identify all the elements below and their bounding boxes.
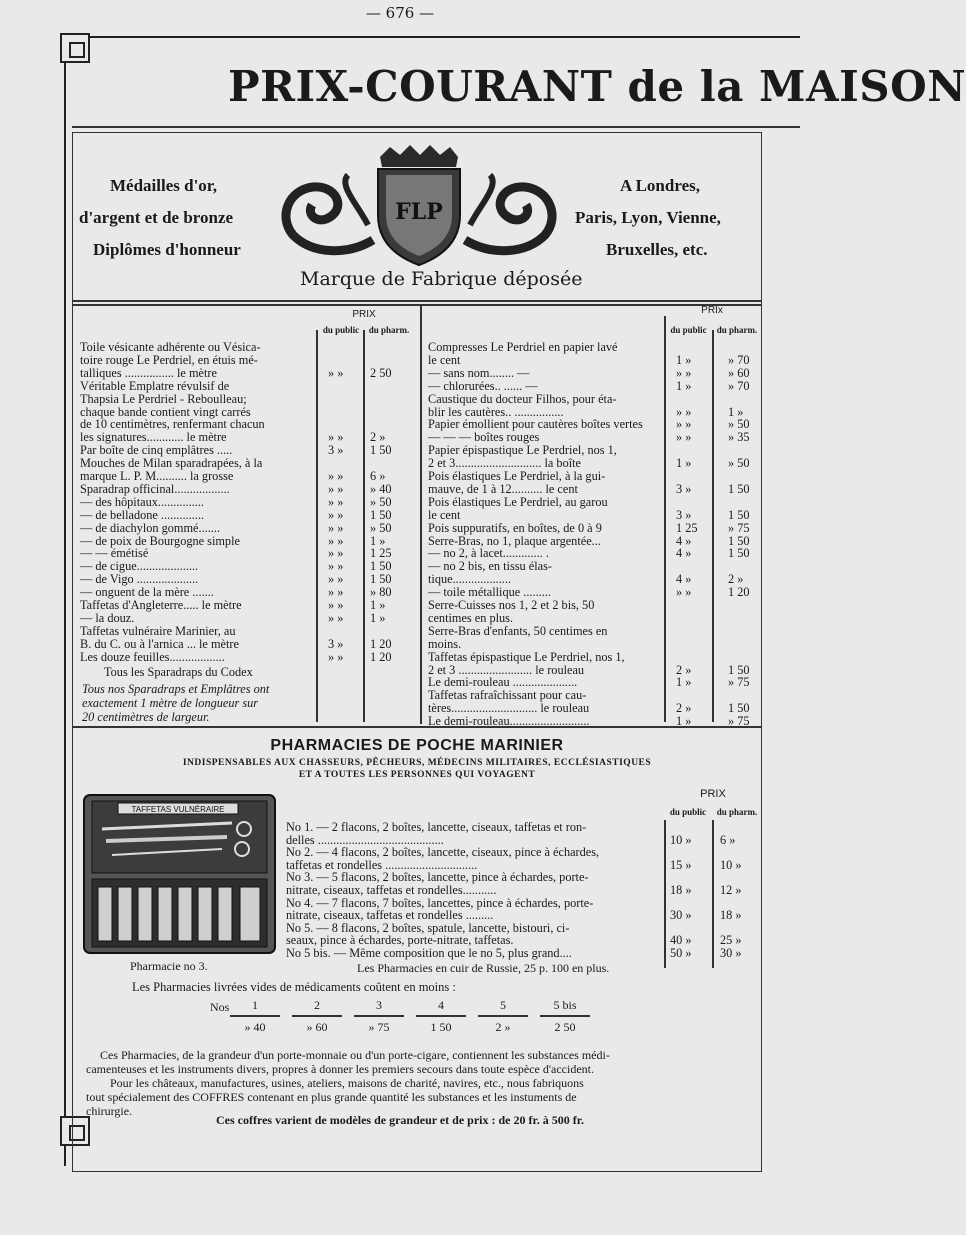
right-pharm-price: » 70 (728, 378, 750, 393)
nos-price: » 60 (306, 1020, 328, 1034)
left-line: Les douze feuilles.................. (80, 649, 225, 664)
right-pharm-price: » 70 (728, 352, 750, 367)
left-public-price: » » (328, 546, 344, 561)
right-line: — — — boîtes rouges (428, 430, 540, 445)
left-line: chaque bande contient vingt carrés (80, 404, 251, 419)
left-pharm-price: » 40 (370, 481, 392, 496)
nos-price: » 40 (244, 1020, 266, 1034)
length-note-3: 20 centimètres de largeur. (82, 710, 210, 724)
right-pharm-price: » 50 (728, 456, 750, 471)
right-line: Papier émollient pour cautères boîtes vertes (428, 417, 643, 432)
right-pharm-price: » 75 (728, 714, 750, 729)
left-public-price: » » (328, 649, 344, 664)
left-public-price: » » (328, 430, 344, 445)
right-pharm-price: 1 50 (728, 662, 750, 677)
header-right-line-3: Bruxelles, etc. (606, 240, 708, 259)
nos-label: Nos (210, 1000, 230, 1014)
right-pharm-price: » 75 (728, 520, 750, 535)
right-public-price: 2 » (676, 662, 692, 677)
right-line: Pois élastiques Le Perdriel, à la gui- (428, 469, 606, 483)
left-pharm-price: » 50 (370, 494, 392, 509)
right-pharm-price: » 50 (728, 417, 750, 432)
nos-price: 2 » (495, 1020, 511, 1034)
pharm-pharm-price: 18 » (720, 908, 742, 923)
codex-note: Tous les Sparadraps du Codex (104, 665, 253, 679)
right-pharm-price: 1 50 (728, 481, 750, 496)
left-public-price: » » (328, 559, 344, 574)
left-pharm-price: 1 25 (370, 546, 392, 561)
right-public-header: du public (670, 325, 707, 335)
frame-left-rule (64, 36, 66, 1166)
left-prix-header: PRIX (352, 309, 376, 320)
right-line: Le demi-rouleau.......................... (428, 714, 590, 729)
empty-pharmacies-note: Les Pharmacies livrées vides de médicaments coûtent en moins : (132, 980, 456, 994)
nos-number: 5 (500, 998, 506, 1012)
left-line: — de diachylon gommé....... (80, 520, 221, 535)
right-pharm-header: du pharm. (716, 325, 758, 335)
pharmacies-subtitle-2: ET A TOUTES LES PERSONNES QUI VOYAGENT (298, 770, 536, 780)
right-public-price: » » (676, 404, 692, 419)
left-pharm-price: 6 » (370, 469, 386, 483)
right-public-price: » » (676, 417, 692, 432)
left-line: les signatures............ le mètre (80, 430, 227, 445)
right-public-price: 1 » (676, 378, 692, 393)
pharm-line: taffetas et rondelles .............................. (286, 857, 478, 872)
left-pharm-price: 2 » (370, 430, 386, 445)
right-public-price: 1 » (676, 456, 692, 471)
right-line: le cent (428, 507, 461, 522)
left-pharm-price: 1 50 (370, 507, 392, 522)
right-pharm-price: 1 50 (728, 701, 750, 716)
left-line: — de Vigo .................... (80, 572, 199, 587)
length-note-2: exactement 1 mètre de longueur sur (82, 696, 259, 710)
right-public-price: » » (676, 430, 692, 445)
pharm-public-price: 15 » (670, 857, 692, 872)
right-public-price: 3 » (676, 507, 692, 522)
logo-monogram: FLP (395, 199, 443, 225)
nos-price: » 75 (368, 1020, 390, 1034)
pharmacies-subtitle-1: INDISPENSABLES AUX CHASSEURS, PÊCHEURS, MÉDECINS MILITAIRES, ECCLÉSIASTIQUES (182, 758, 652, 768)
left-line: Thapsia Le Perdriel - Reboulleau; (80, 391, 247, 406)
left-pharm-price: 1 » (370, 598, 386, 612)
pharm-pharm-price: 6 » (720, 832, 736, 847)
right-pharm-price: » 35 (728, 430, 750, 445)
pharm-line: No 3. — 5 flacons, 2 boîtes, lancette, pince à échardes, porte- (286, 870, 589, 885)
pharm-line: nitrate, ciseaux, taffetas et rondelles........... (286, 883, 497, 897)
left-public-price: 3 » (328, 636, 344, 651)
right-public-price: 4 » (676, 546, 692, 561)
footer-line-5: chirurgie. (86, 1104, 133, 1118)
left-pharm-header: du pharm. (368, 325, 410, 335)
pharm-public-price: 10 » (670, 832, 692, 847)
pharm-public-price: 50 » (670, 946, 692, 960)
left-line: Sparadrap officinal.................. (80, 481, 230, 496)
left-line: — — émétisé (80, 546, 149, 561)
left-pharm-price: 1 50 (370, 572, 392, 587)
length-note-1: Tous nos Sparadraps et Emplâtres ont (82, 682, 270, 696)
left-public-price: » » (328, 533, 344, 548)
left-pharm-price: 1 50 (370, 559, 392, 574)
right-line: — sans nom........ — (428, 365, 530, 380)
left-public-price: » » (328, 610, 344, 625)
left-public-price: » » (328, 572, 344, 587)
right-pharm-price: 1 » (728, 404, 744, 419)
pharm-line: seaux, pince à échardes, porte-nitrate, taffetas. (286, 933, 514, 948)
left-line: Toile vésicante adhérente ou Vésica- (80, 340, 261, 354)
left-line: B. du C. ou à l'arnica ... le mètre (80, 636, 239, 651)
right-line: moins. (428, 636, 462, 651)
right-pharm-price: 2 » (728, 572, 744, 587)
right-col-divider-1 (664, 316, 666, 722)
left-line: — onguent de la mère ....... (80, 585, 214, 600)
left-col-divider-2 (363, 330, 365, 722)
left-pharm-price: 1 » (370, 533, 386, 548)
left-line: Taffetas vulnéraire Marinier, au (80, 623, 236, 638)
right-line: centimes en plus. (428, 610, 514, 625)
right-line: tères............................ le rouleau (428, 701, 590, 716)
table-center-divider (420, 304, 422, 724)
nos-rule (540, 1015, 590, 1017)
trademark-logo (268, 145, 568, 275)
right-public-price: 1 » (676, 675, 692, 690)
nos-price: 2 50 (554, 1020, 576, 1034)
right-pharm-price: 1 50 (728, 533, 750, 548)
footer-line-4: tout spécialement des COFFRES contenant en plus grande quantité les substances et les instuments de (86, 1090, 577, 1104)
left-pharm-price: 1 » (370, 610, 386, 625)
left-public-price: » » (328, 365, 344, 380)
frame-top-rule (64, 36, 800, 38)
russia-note: Les Pharmacies en cuir de Russie, 25 p. 100 en plus. (357, 961, 610, 975)
left-line: Par boîte de cinq emplâtres ..... (80, 443, 233, 458)
right-line: tique................... (428, 572, 511, 587)
right-line: 2 et 3 ........................ le rouleau (428, 662, 585, 677)
right-public-price: » » (676, 365, 692, 380)
right-line: — chlorurées.. ...... — (428, 378, 538, 393)
right-line: mauve, de 1 à 12.......... le cent (428, 481, 578, 496)
left-line: Taffetas d'Angleterre..... le mètre (80, 598, 242, 612)
right-line: Compresses Le Perdriel en papier lavé (428, 340, 618, 354)
pharm-public-price: 40 » (670, 933, 692, 948)
right-line: — toile métallique ......... (428, 585, 551, 600)
footer-line-1: Ces Pharmacies, de la grandeur d'un porte-monnaie ou d'un porte-cigare, contiennent les substances médi- (100, 1048, 610, 1062)
pharm-pharm-price: 12 » (720, 883, 742, 897)
table-top-rule-2 (72, 304, 762, 306)
pharm-col-divider-2 (712, 820, 714, 968)
left-public-price: » » (328, 585, 344, 600)
header-left-line-3: Diplômes d'honneur (93, 240, 241, 259)
pharm-pharm-price: 30 » (720, 946, 742, 960)
left-public-price: » » (328, 598, 344, 612)
header-right-line-1: A Londres, (620, 176, 700, 195)
right-public-price: 4 » (676, 533, 692, 548)
right-pharm-price: 1 50 (728, 546, 750, 561)
right-line: — no 2, à lacet............. . (428, 546, 549, 561)
pharm-prix-header: PRIX (700, 788, 726, 800)
left-line: — de belladone .............. (80, 507, 204, 522)
right-line: le cent (428, 352, 461, 367)
right-public-price: 1 25 (676, 520, 698, 535)
left-public-price: » » (328, 469, 344, 483)
right-line: Pois suppuratifs, en boîtes, de 0 à 9 (428, 520, 602, 535)
header-left-line-2: d'argent et de bronze (79, 208, 234, 227)
left-public-header: du public (322, 325, 360, 335)
nos-price: 1 50 (430, 1020, 452, 1034)
right-public-price: 1 » (676, 352, 692, 367)
right-line: Papier épispastique Le Perdriel, nos 1, (428, 443, 617, 458)
left-line: — la douz. (80, 610, 135, 625)
pharm-public-price: 30 » (670, 908, 692, 923)
nos-rule (230, 1015, 280, 1017)
pharm-pharm-header: du pharm. (716, 807, 758, 817)
right-public-price: 2 » (676, 701, 692, 716)
right-line: Le demi-rouleau ..................... (428, 675, 578, 690)
pharm-line: No 2. — 4 flacons, 2 boîtes, lancette, ciseaux, pince à échardes, (286, 845, 600, 860)
header-right-line-2: Paris, Lyon, Vienne, (575, 208, 721, 227)
nos-number: 3 (376, 998, 382, 1012)
pharmacies-title: PHARMACIES DE POCHE MARINIER (270, 737, 564, 754)
left-line: — de cigue.................... (80, 559, 199, 574)
left-public-price: » » (328, 481, 344, 496)
right-line: Caustique du docteur Filhos, pour éta- (428, 391, 617, 406)
footer-coffres-note: Ces coffres varient de modèles de grandeur et de prix : de 20 fr. à 500 fr. (216, 1113, 584, 1127)
left-pharm-price: » 50 (370, 520, 392, 535)
left-line: toire rouge Le Perdriel, en étuis mé- (80, 352, 258, 367)
right-pharm-price: 1 50 (728, 507, 750, 522)
footer-line-3: Pour les châteaux, manufactures, usines, ateliers, maisons de charité, navires, etc., nous fabriquons (110, 1076, 584, 1090)
right-col-divider-2 (712, 330, 714, 722)
right-line: — no 2 bis, en tissu élas- (428, 559, 552, 574)
right-pharm-price: 1 20 (728, 585, 750, 600)
left-line: Véritable Emplatre révulsif de (80, 378, 230, 393)
nos-number: 4 (438, 998, 444, 1012)
pharm-public-price: 18 » (670, 883, 692, 897)
left-line: talliques ................ le mètre (80, 365, 217, 380)
right-public-price: 3 » (676, 481, 692, 496)
corner-ornament-top (60, 33, 90, 63)
kit-caption: Pharmacie no 3. (130, 959, 208, 973)
left-public-price: » » (328, 494, 344, 509)
pharm-line: nitrate, ciseaux, taffetas et rondelles ......... (286, 908, 494, 923)
header-left-line-1: Médailles d'or, (110, 176, 218, 195)
nos-rule (354, 1015, 404, 1017)
left-pharm-price: 2 50 (370, 365, 392, 380)
left-line: Mouches de Milan sparadrapées, à la (80, 456, 263, 471)
nos-rule (292, 1015, 342, 1017)
right-prix-header: PRIx (701, 305, 723, 316)
page-title: PRIX-COURANT de la MAISON (228, 62, 966, 111)
right-public-price: 4 » (676, 572, 692, 587)
title-rule (72, 126, 800, 128)
page-number: — 676 — (365, 4, 435, 22)
pharm-line: No 4. — 7 flacons, 7 boîtes, lancettes, pince à échardes, porte- (286, 895, 594, 910)
right-line: Serre-Bras, no 1, plaque argentée... (428, 533, 601, 548)
left-pharm-price: 1 20 (370, 636, 392, 651)
right-public-price: 1 » (676, 714, 692, 729)
left-line: marque L. P. M.......... la grosse (80, 469, 234, 483)
left-pharm-price: » 80 (370, 585, 392, 600)
table-top-rule (72, 300, 762, 302)
pharmacy-kit-illustration (82, 793, 277, 955)
pharm-pharm-price: 25 » (720, 933, 742, 948)
pharm-line: No 5 bis. — Même composition que le no 5, plus grand.... (286, 946, 572, 960)
right-pharm-price: » 60 (728, 365, 750, 380)
right-line: 2 et 3............................ la boîte (428, 456, 582, 471)
left-public-price: 3 » (328, 443, 344, 458)
left-line: — des hôpitaux............... (80, 494, 204, 509)
pharm-public-header: du public (669, 807, 707, 817)
kit-label: TAFFETAS VULNÉRAIRE (131, 805, 225, 814)
right-line: Pois élastiques Le Perdriel, au garou (428, 494, 608, 509)
right-line: Serre-Cuisses nos 1, 2 et 2 bis, 50 (428, 598, 595, 612)
left-public-price: » » (328, 507, 344, 522)
right-line: Serre-Bras d'enfants, 50 centimes en (428, 623, 608, 638)
footer-line-2: camenteuses et les instruments divers, propres à donner les premiers secours dans toute espèce d'accident. (86, 1062, 594, 1076)
nos-number: 2 (314, 998, 320, 1012)
nos-number: 1 (252, 998, 258, 1012)
empty-prices-table (230, 998, 630, 1038)
right-line: blir les cautères.. ................ (428, 404, 564, 419)
left-pharm-price: 1 20 (370, 649, 392, 664)
right-pharm-price: » 75 (728, 675, 750, 690)
left-pharm-price: 1 50 (370, 443, 392, 458)
left-line: — de poix de Bourgogne simple (80, 533, 240, 548)
nos-rule (416, 1015, 466, 1017)
left-public-price: » » (328, 520, 344, 535)
right-public-price: » » (676, 585, 692, 600)
left-col-divider-1 (316, 330, 318, 722)
pharm-line: delles ......................................... (286, 832, 444, 847)
pharm-line: No 1. — 2 flacons, 2 boîtes, lancette, ciseaux, taffetas et ron- (286, 820, 587, 834)
pharm-pharm-price: 10 » (720, 857, 742, 872)
nos-rule (478, 1015, 528, 1017)
left-line: de 10 centimètres, renfermant chacun (80, 417, 265, 432)
right-line: Taffetas rafraîchissant pour cau- (428, 688, 587, 703)
pharm-col-divider-1 (664, 820, 666, 968)
pharm-line: No 5. — 8 flacons, 2 boîtes, spatule, lancette, bistouri, ci- (286, 920, 570, 935)
nos-number: 5 bis (553, 998, 577, 1012)
trademark-caption: Marque de Fabrique déposée (300, 268, 583, 290)
right-line: Taffetas épispastique Le Perdriel, nos 1, (428, 649, 625, 664)
